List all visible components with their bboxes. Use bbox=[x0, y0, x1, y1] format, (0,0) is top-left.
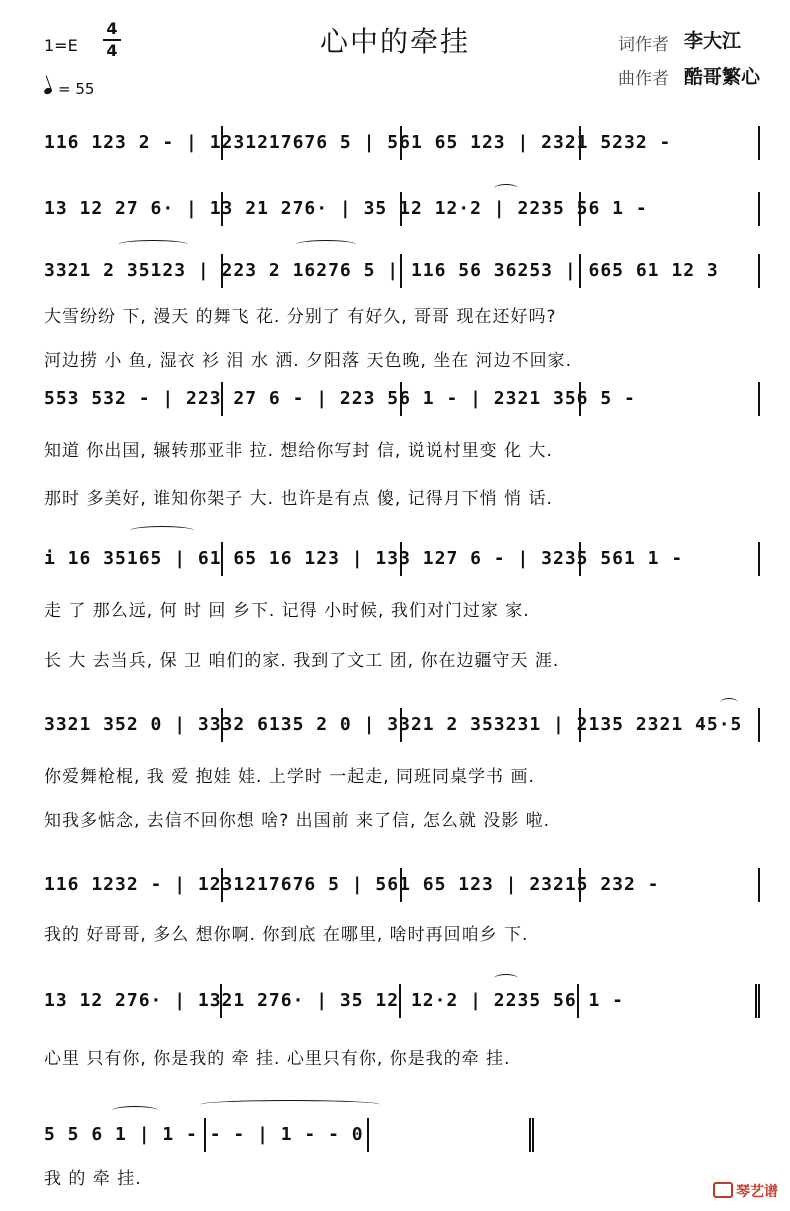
watermark-logo bbox=[713, 1181, 778, 1201]
notation-text: 5 5 6 1 | 1 - - - | 1 - - 0 bbox=[44, 1124, 364, 1145]
time-signature bbox=[103, 20, 121, 60]
lyric-line-6: 长 大 去当兵, 保 卫 咱们的家. 我到了文工 团, 你在边疆守天 涯. bbox=[44, 651, 560, 671]
lyric-line-11: 我 的 牵 挂. bbox=[44, 1169, 142, 1189]
notation-text: 13 12 27 6· | 13 21 276· | 35 12 12·2 | 2235 56 1 - bbox=[44, 198, 648, 219]
composer-name: 酷哥繁心 bbox=[684, 66, 761, 88]
watermark-text: 琴艺谱 bbox=[736, 1184, 778, 1200]
lyricist-name: 李大江 bbox=[684, 30, 742, 52]
notation-text: 3321 2 35123 | 223 2 16276 5 | 116 56 36253 | 665 61 12 3 bbox=[44, 260, 719, 281]
slur-mark bbox=[494, 184, 518, 193]
slur-mark bbox=[118, 240, 188, 249]
slur-mark bbox=[296, 240, 356, 249]
notation-text: 13 12 276· | 1321 276· | 35 12 12·2 | 2235 56 1 - bbox=[44, 990, 625, 1011]
slur-mark bbox=[720, 698, 738, 707]
lyric-line-4: 那时 多美好, 谁知你架子 大. 也许是有点 傻, 记得月下悄 悄 话. bbox=[44, 489, 553, 509]
notation-text: i 16 35165 | 61 65 16 123 | 133 127 6 - | 3235 561 1 - bbox=[44, 548, 684, 569]
piano-logo-icon bbox=[713, 1182, 733, 1198]
score-line-6 bbox=[44, 708, 760, 742]
notation-text: 116 1232 - | 1231217676 5 | 561 65 123 | 23215 232 - bbox=[44, 874, 660, 895]
notation-text: 116 123 2 - | 1231217676 5 | 561 65 123 | 2321 5232 - bbox=[44, 132, 672, 153]
tempo-value: = 55 bbox=[58, 80, 95, 98]
lyric-line-9: 我的 好哥哥, 多么 想你啊. 你到底 在哪里, 啥时再回咱乡 下. bbox=[44, 925, 529, 945]
slur-mark bbox=[130, 526, 194, 535]
lyric-line-1: 大雪纷纷 下, 漫天 的舞飞 花. 分别了 有好久, 哥哥 现在还好吗? bbox=[44, 307, 557, 327]
song-title: 心中的牵挂 bbox=[319, 25, 470, 58]
lyric-line-10: 心里 只有你, 你是我的 牵 挂. 心里只有你, 你是我的牵 挂. bbox=[44, 1049, 511, 1069]
score-line-5 bbox=[44, 542, 760, 576]
composer-label: 曲作者 bbox=[618, 69, 669, 89]
score-line-2 bbox=[44, 192, 760, 226]
tempo-mark bbox=[44, 80, 94, 98]
lyric-line-5: 走 了 那么远, 何 时 回 乡下. 记得 小时候, 我们对门过家 家. bbox=[44, 601, 530, 621]
quarter-note-icon bbox=[43, 87, 53, 95]
notation-text: 3321 352 0 | 3332 6135 2 0 | 3321 2 353231 | 2135 2321 45·5 bbox=[44, 714, 743, 735]
lyric-line-3: 知道 你出国, 辗转那亚非 拉. 想给你写封 信, 说说村里变 化 大. bbox=[44, 441, 553, 461]
lyricist-label: 词作者 bbox=[618, 35, 669, 55]
notation-text: 553 532 - | 223 27 6 - | 223 56 1 - | 2321 356 5 - bbox=[44, 388, 636, 409]
lyric-line-7: 你爱舞枪棍, 我 爱 抱娃 娃. 上学时 一起走, 同班同桌学书 画. bbox=[44, 767, 535, 787]
meter-top: 4 bbox=[106, 19, 118, 38]
lyric-line-8: 知我多惦念, 去信不回你想 啥? 出国前 来了信, 怎么就 没影 啦. bbox=[44, 811, 551, 831]
slur-mark bbox=[494, 974, 518, 983]
score-line-9 bbox=[44, 1118, 534, 1152]
slur-mark bbox=[112, 1106, 158, 1115]
score-line-7 bbox=[44, 868, 760, 902]
key-signature: 1=E bbox=[44, 36, 78, 55]
score-line-8 bbox=[44, 984, 760, 1018]
meter-bottom: 4 bbox=[106, 41, 118, 60]
lyric-line-2: 河边捞 小 鱼, 湿衣 衫 泪 水 洒. 夕阳落 天色晚, 坐在 河边不回家. bbox=[44, 351, 573, 371]
score-line-1 bbox=[44, 126, 760, 160]
tie-mark bbox=[200, 1100, 380, 1109]
score-line-3 bbox=[44, 254, 760, 288]
score-line-4 bbox=[44, 382, 760, 416]
